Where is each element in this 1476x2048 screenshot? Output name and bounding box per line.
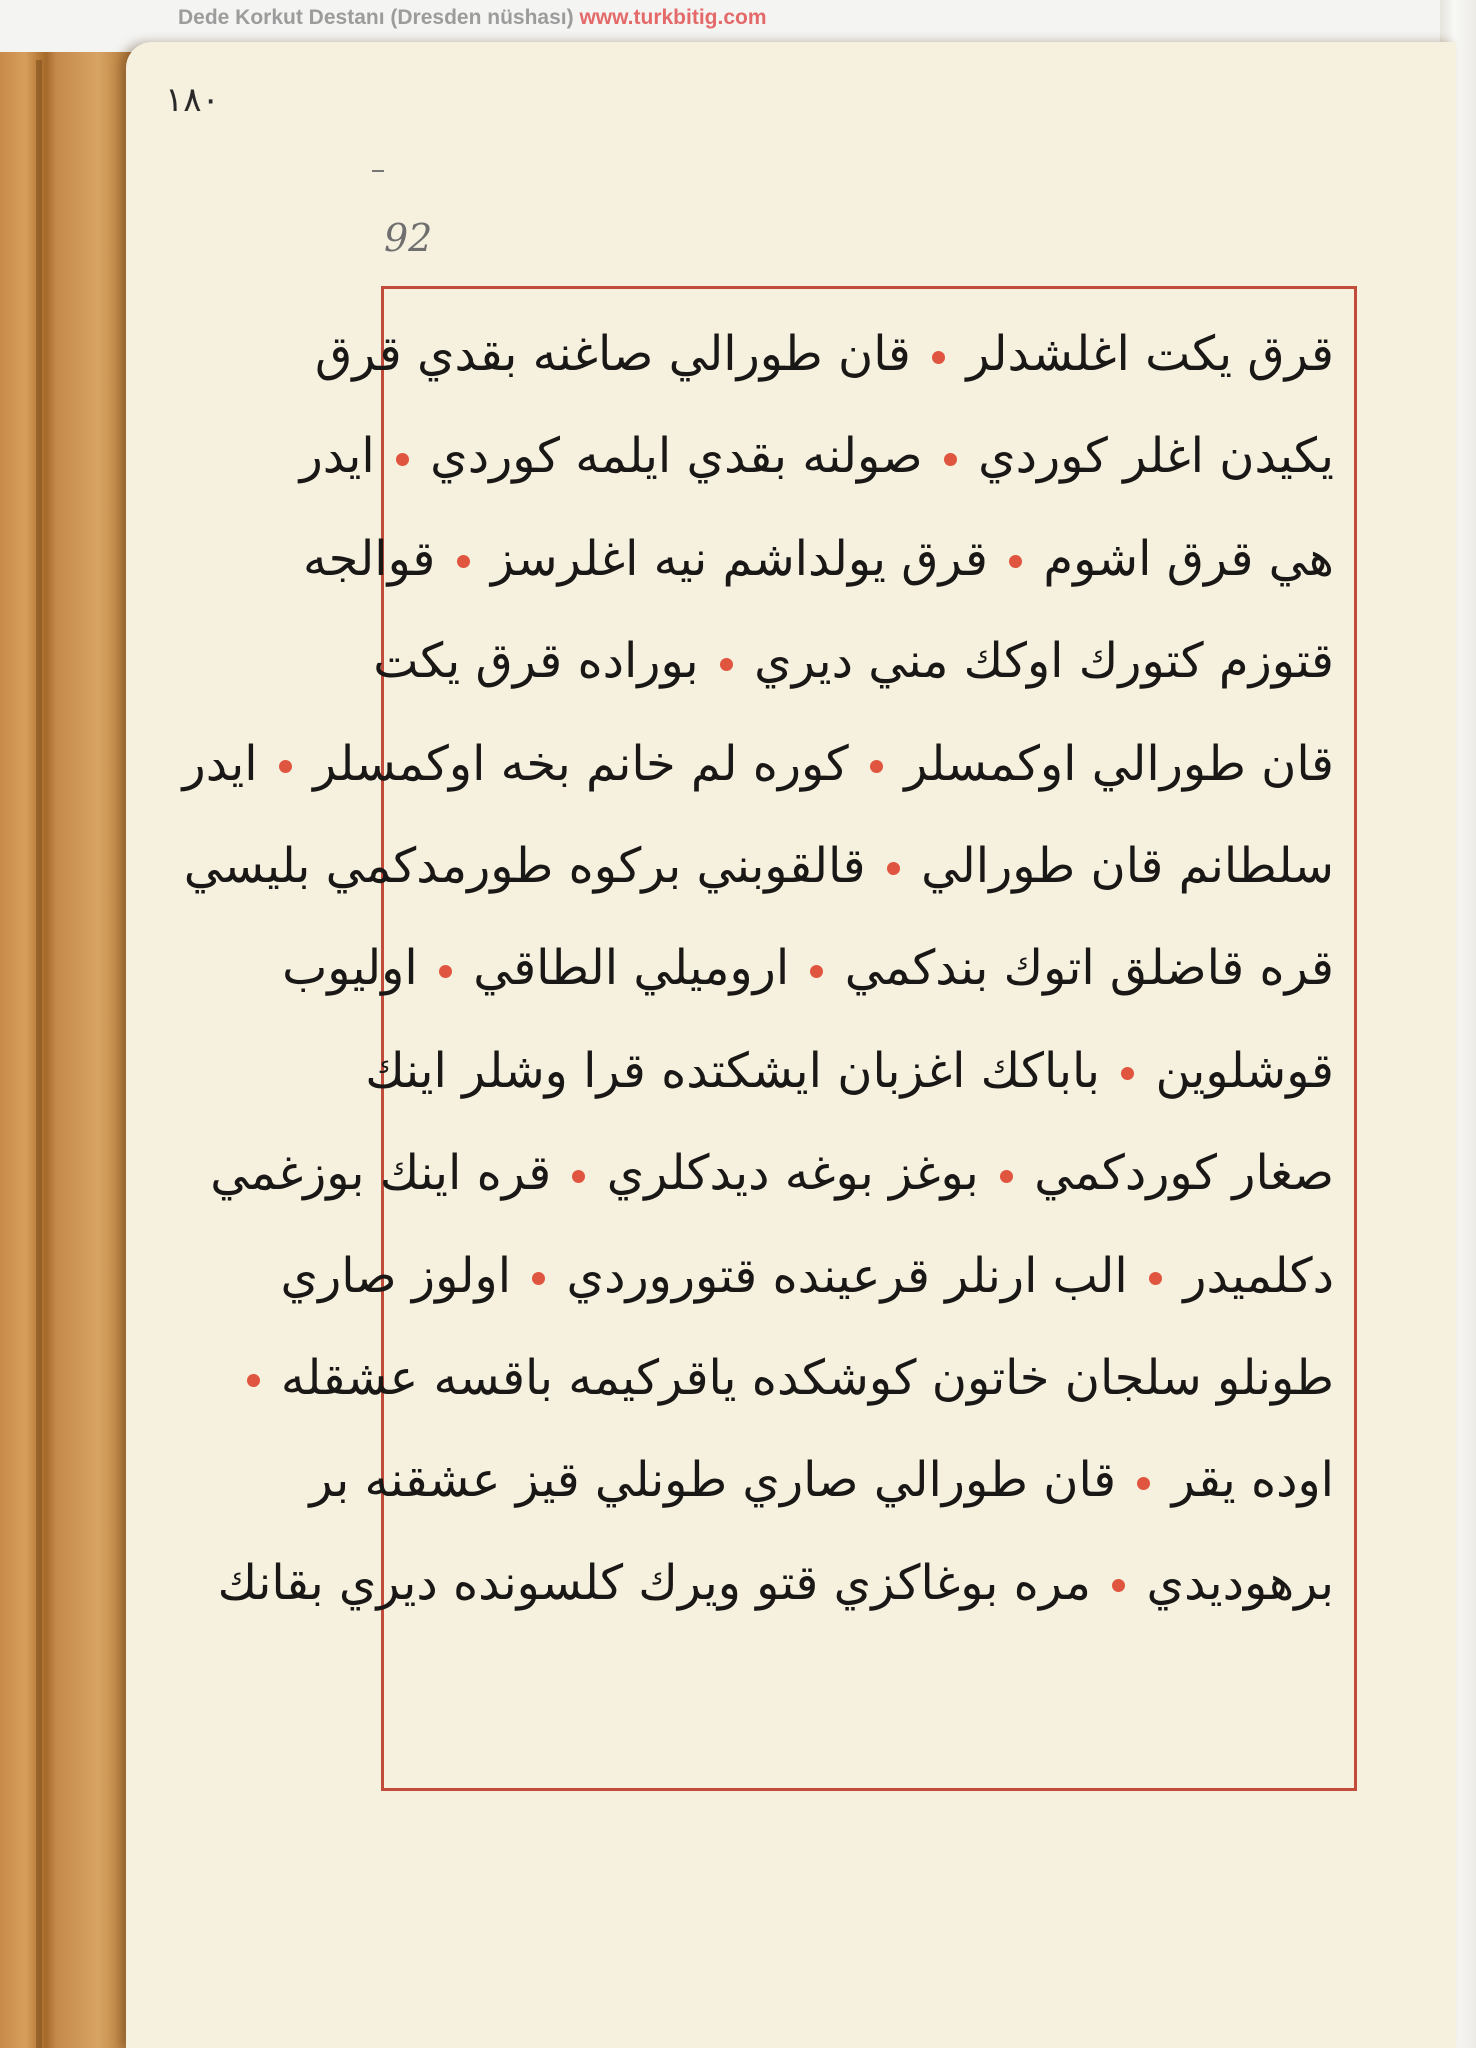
rubric-dot — [1137, 1477, 1150, 1490]
manuscript-line: اوده يقر قان طورالي صاري طونلي قيز عشقنه بر — [309, 1452, 1334, 1509]
rubric-dot — [572, 1170, 585, 1183]
rubric-dot — [457, 555, 470, 568]
manuscript-line: قوشلوين باباكك اغزبان ايشكتده قرا وشلر اينك — [365, 1042, 1334, 1099]
rubric-dot — [720, 658, 733, 671]
manuscript-line: برهوديدي مره بوغاكزي قتو ويرك كلسونده ديري بقانك — [217, 1554, 1334, 1611]
book-binding — [0, 52, 140, 2048]
rubric-dot — [1009, 555, 1022, 568]
folio-number: ١٨٠ — [165, 80, 220, 120]
rubric-dot — [932, 351, 945, 364]
manuscript-line: سلطانم قان طورالي قالقوبني بركوه طورمدكمي بليسي — [183, 837, 1334, 894]
rubric-dot — [1121, 1067, 1134, 1080]
margin-dash — [372, 170, 384, 172]
manuscript-line: قره قاضلق اتوك بندكمي اروميلي الطاقي اوليوب — [282, 940, 1334, 997]
rubric-dot — [1112, 1579, 1125, 1592]
manuscript-line: صغار كوردكمي بوغز بوغه ديدكلري قره اينك بوزغمي — [210, 1145, 1334, 1202]
rubric-dot — [870, 760, 883, 773]
manuscript-line: طونلو سلجان خاتون كوشكده ياقركيمه باقسه عشقله — [402, 1327, 1334, 1429]
rubric-dot — [532, 1272, 545, 1285]
text-frame — [182, 286, 1357, 1791]
manuscript-line: هي قرق اشوم قرق يولداشم نيه اغلرسز قوالجه — [302, 530, 1334, 587]
rubric-dot — [1000, 1170, 1013, 1183]
manuscript-line: قان طورالي اوكمسلر كوره لم خانم بخه اوكمسلر ايدر — [182, 735, 1334, 792]
manuscript-line: دكلميدر الب ارنلر قرعينده قتوروردي اولوز صاري — [280, 1247, 1334, 1304]
rubric-dot — [944, 453, 957, 466]
rubric-dot — [1149, 1272, 1162, 1285]
rubric-dot — [279, 760, 292, 773]
pencil-page-number: 92 — [384, 216, 433, 260]
rubric-dot — [810, 965, 823, 978]
binding-edge — [36, 60, 42, 2048]
manuscript-line: قرق يكت اغلشدلر قان طورالي صاغنه بقدي قرق — [315, 326, 1334, 382]
watermark-title: Dede Korkut Destanı (Dresden nüshası) — [178, 6, 574, 29]
manuscript-line: يكيدن اغلر كوردي صولنه بقدي ايلمه كوردي ايدر — [299, 428, 1334, 485]
watermark — [178, 6, 767, 30]
rubric-dot — [887, 862, 900, 875]
rubric-dot — [396, 453, 409, 466]
watermark-url[interactable]: www.turkbitig.com — [579, 6, 767, 29]
text-block — [182, 289, 1354, 1788]
rubric-dot — [439, 965, 452, 978]
rubric-dot — [247, 1374, 260, 1387]
manuscript-line: قتوزم كتورك اوكك مني ديري بوراده قرق يكت — [373, 633, 1334, 690]
